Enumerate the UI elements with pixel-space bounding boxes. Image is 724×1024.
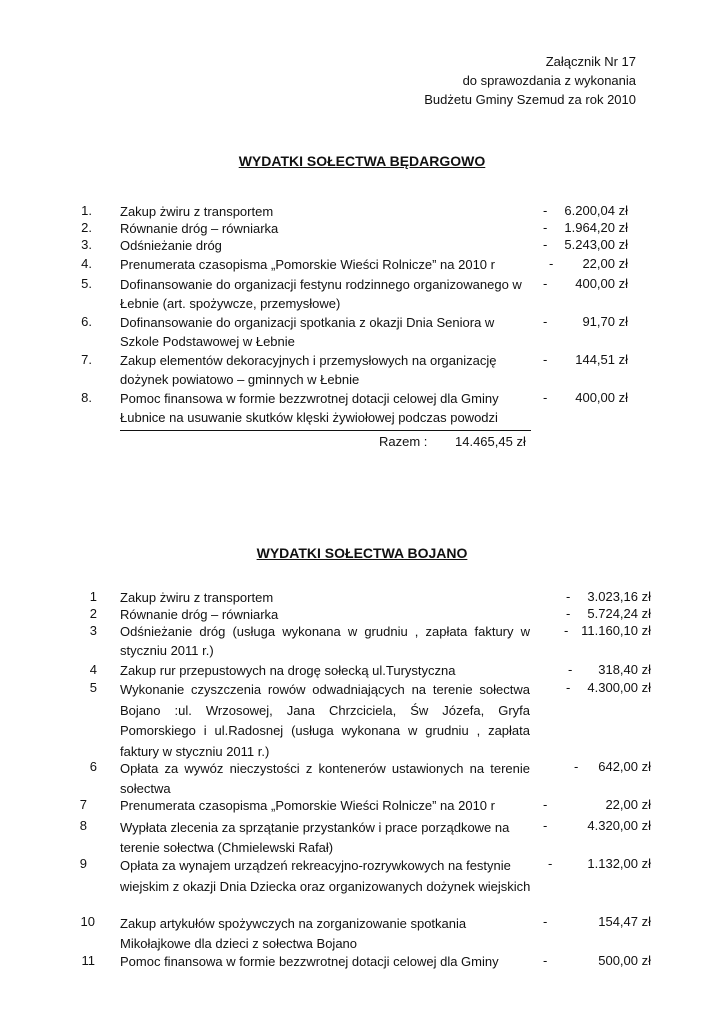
item-number: 11 <box>81 953 95 968</box>
dash: - <box>543 953 548 968</box>
item-number: 4. <box>81 256 92 271</box>
item-description: Odśnieżanie dróg (usługa wykonana w grudniu , zapłata faktury w styczniu 2011 r.) <box>120 624 530 658</box>
item-amount: 1.964,20 zł <box>564 220 628 235</box>
total-value: 14.465,45 zł <box>455 434 526 449</box>
item-number: 9 <box>79 856 87 871</box>
dash: - <box>564 623 569 638</box>
item-description: Równanie dróg – równiarka <box>120 221 279 236</box>
item-description: Dofinansowanie do organizacji spotkania z okazji Dnia Seniora w Szkole Podstawowej w Łebnie <box>120 315 495 349</box>
item-amount: 400,00 zł <box>575 276 628 291</box>
total-label: Razem : <box>379 434 428 449</box>
item-amount: 642,00 zł <box>598 759 651 774</box>
item-description: Wypłata zlecenia za sprzątanie przystanków i prace porządkowe na terenie sołectwa (Chmielewski Rafał) <box>120 820 510 855</box>
item-number: 2 <box>89 606 97 621</box>
item-amount: 4.320,00 zł <box>587 818 651 833</box>
dash: - <box>566 680 571 695</box>
item-amount: 318,40 zł <box>598 662 651 677</box>
annex-subtitle: do sprawozdania z wykonania <box>462 73 636 88</box>
item-description: Pomoc finansowa w formie bezzwrotnej dotacji celowej dla Gminy <box>120 954 499 969</box>
section-title-bedargowo: WYDATKI SOŁECTWA BĘDARGOWO <box>238 153 486 169</box>
item-description: Pomoc finansowa w formie bezzwrotnej dotacji celowej dla Gminy Łubnice na usuwanie skutków klęski żywiołowej podczas powodzi <box>120 391 499 425</box>
item-amount: 6.200,04 zł <box>564 203 628 218</box>
item-description: Zakup żwiru z transportem <box>120 204 274 219</box>
item-number: 5 <box>89 680 97 695</box>
item-number: 1 <box>89 589 97 604</box>
item-description: Odśnieżanie dróg <box>120 238 222 253</box>
item-amount: 4.300,00 zł <box>587 680 651 695</box>
dash: - <box>568 662 573 677</box>
item-description: Zakup żwiru z transportem <box>120 590 274 605</box>
item-number: 3. <box>81 237 92 252</box>
dash: - <box>543 390 548 405</box>
item-amount: 500,00 zł <box>598 953 651 968</box>
dash: - <box>543 237 548 252</box>
document-header <box>300 52 636 109</box>
item-number: 6 <box>89 759 97 774</box>
dash: - <box>543 314 548 329</box>
dash: - <box>566 589 571 604</box>
item-description: Zakup elementów dekoracyjnych i przemysłowych na organizację dożynek powiatowo – gminnych w Łebnie <box>120 353 497 387</box>
item-description: Dofinansowanie do organizacji festynu rodzinnego organizowanego w Łebnie (art. spożywcze, przemysłowe) <box>120 277 522 311</box>
annex-number: Załącznik Nr 17 <box>545 54 636 69</box>
item-number: 1. <box>81 203 92 218</box>
item-amount: 22,00 zł <box>582 256 628 271</box>
item-description: Prenumerata czasopisma „Pomorskie Wieści Rolnicze” na 2010 r <box>120 798 495 813</box>
item-number: 3 <box>89 623 97 638</box>
item-amount: 22,00 zł <box>605 797 651 812</box>
item-number: 5. <box>81 276 92 291</box>
item-description: Zakup rur przepustowych na drogę sołecką ul.Turystyczna <box>120 663 456 678</box>
item-description: Równanie dróg – równiarka <box>120 607 279 622</box>
item-number: 8. <box>81 390 92 405</box>
item-amount: 3.023,16 zł <box>587 589 651 604</box>
item-description: Prenumerata czasopisma „Pomorskie Wieści Rolnicze” na 2010 r <box>120 257 495 272</box>
item-amount: 91,70 zł <box>582 314 628 329</box>
dash: - <box>543 276 548 291</box>
dash: - <box>574 759 579 774</box>
section-title-bojano: WYDATKI SOŁECTWA BOJANO <box>256 545 468 561</box>
item-amount: 11.160,10 zł <box>581 623 651 638</box>
item-amount: 400,00 zł <box>575 390 628 405</box>
item-amount: 1.132,00 zł <box>587 856 651 871</box>
item-description: Opłata za wywóz nieczystości z kontenerów ustawionych na terenie sołectwa <box>120 761 530 796</box>
item-amount: 5.724,24 zł <box>587 606 651 621</box>
item-description: Opłata za wynajem urządzeń rekreacyjno-rozrywkowych na festynie wiejskim z okazji Dnia Dziecka oraz organizowanych dożynek wiejskich <box>120 858 531 894</box>
item-number: 6. <box>81 314 92 329</box>
dash: - <box>543 352 548 367</box>
item-description: Wykonanie czyszczenia rowów odwadniających na terenie sołectwa Bojano :ul. Wrzosowej, Jana Chrzciciela, Św Józefa, Gryfa Pomorskiego i ul.Radosnej (usługa wykonana w grudniu , zapłata faktury w styczniu 2011 r.) <box>120 682 530 759</box>
dash: - <box>549 256 554 271</box>
item-number: 7 <box>79 797 87 812</box>
dash: - <box>566 606 571 621</box>
item-number: 10 <box>80 914 95 929</box>
item-amount: 5.243,00 zł <box>564 237 628 252</box>
item-description: Zakup artykułów spożywczych na zorganizowanie spotkania Mikołajkowe dla dzieci z sołectwa Bojano <box>120 916 467 951</box>
item-number: 8 <box>79 818 87 833</box>
dash: - <box>543 914 548 929</box>
dash: - <box>548 856 553 871</box>
annex-budget-line: Budżetu Gminy Szemud za rok 2010 <box>424 92 636 107</box>
dash: - <box>543 797 548 812</box>
item-amount: 154,47 zł <box>598 914 651 929</box>
item-amount: 144,51 zł <box>575 352 628 367</box>
dash: - <box>543 203 548 218</box>
dash: - <box>543 818 548 833</box>
dash: - <box>543 220 548 235</box>
item-number: 7. <box>81 352 92 367</box>
item-number: 2. <box>81 220 92 235</box>
total-rule <box>120 430 531 431</box>
item-number: 4 <box>89 662 97 677</box>
